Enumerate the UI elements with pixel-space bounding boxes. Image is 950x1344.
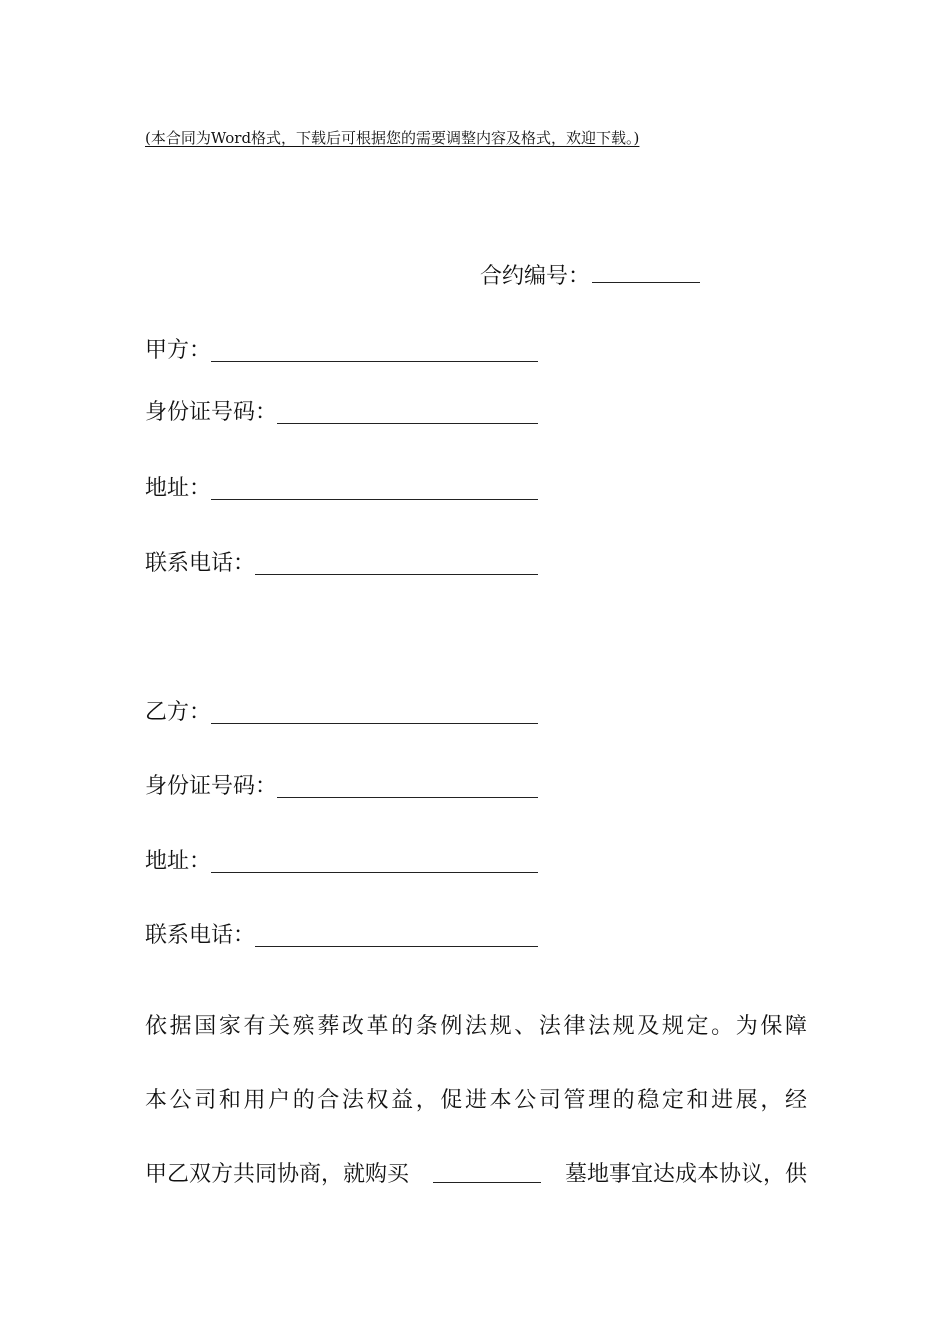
party-b-id-blank: [277, 796, 538, 798]
party-a-address-row: [145, 472, 538, 506]
party-b-phone-label: 联系电话：: [145, 923, 256, 948]
contract-number-blank: [592, 281, 700, 283]
party-a-name-row: [145, 334, 538, 368]
party-a-id-row: [145, 396, 538, 430]
party-b-address-label: 地址：: [145, 849, 212, 874]
cemetery-blank: [433, 1181, 541, 1183]
contract-number-label: 合约编号：: [480, 264, 591, 289]
paragraph-line: 本公司和用户的合法权益，促进本公司管理的稳定和进展，经: [145, 1088, 807, 1113]
party-a-phone-row: [145, 547, 538, 581]
agreement-paragraph: [145, 990, 807, 1212]
party-b-name-label: 乙方：: [145, 700, 212, 725]
contract-number: [480, 262, 700, 292]
paragraph-line-after-blank: 墓地事宜达成本协议，供: [564, 1162, 807, 1187]
paragraph-line: 依据国家有关殡葬改革的条例法规、法律法规及规定。为保障: [145, 1014, 807, 1039]
party-b-name-row: [145, 696, 538, 730]
party-a-name-label: 甲方：: [145, 338, 212, 363]
party-b-address-blank: [211, 871, 538, 873]
party-b-id-label: 身份证号码：: [145, 774, 278, 799]
party-a-address-blank: [211, 498, 538, 500]
paragraph-line: [145, 1138, 807, 1212]
party-a-name-blank: [211, 360, 538, 362]
party-a-phone-label: 联系电话：: [145, 551, 256, 576]
party-b-name-blank: [211, 722, 538, 724]
party-a-id-blank: [277, 422, 538, 424]
party-a-phone-blank: [255, 573, 538, 575]
party-a-id-label: 身份证号码：: [145, 400, 278, 425]
paragraph-line-before-blank: 甲乙双方共同协商，就购买: [145, 1162, 410, 1187]
party-b-id-row: [145, 770, 538, 804]
party-b-phone-row: [145, 919, 538, 953]
party-b-phone-blank: [255, 945, 538, 947]
download-notice: (本合同为Word格式，下载后可根据您的需要调整内容及格式，欢迎下载。): [145, 129, 640, 147]
party-a-address-label: 地址：: [145, 476, 212, 501]
party-b-address-row: [145, 845, 538, 879]
